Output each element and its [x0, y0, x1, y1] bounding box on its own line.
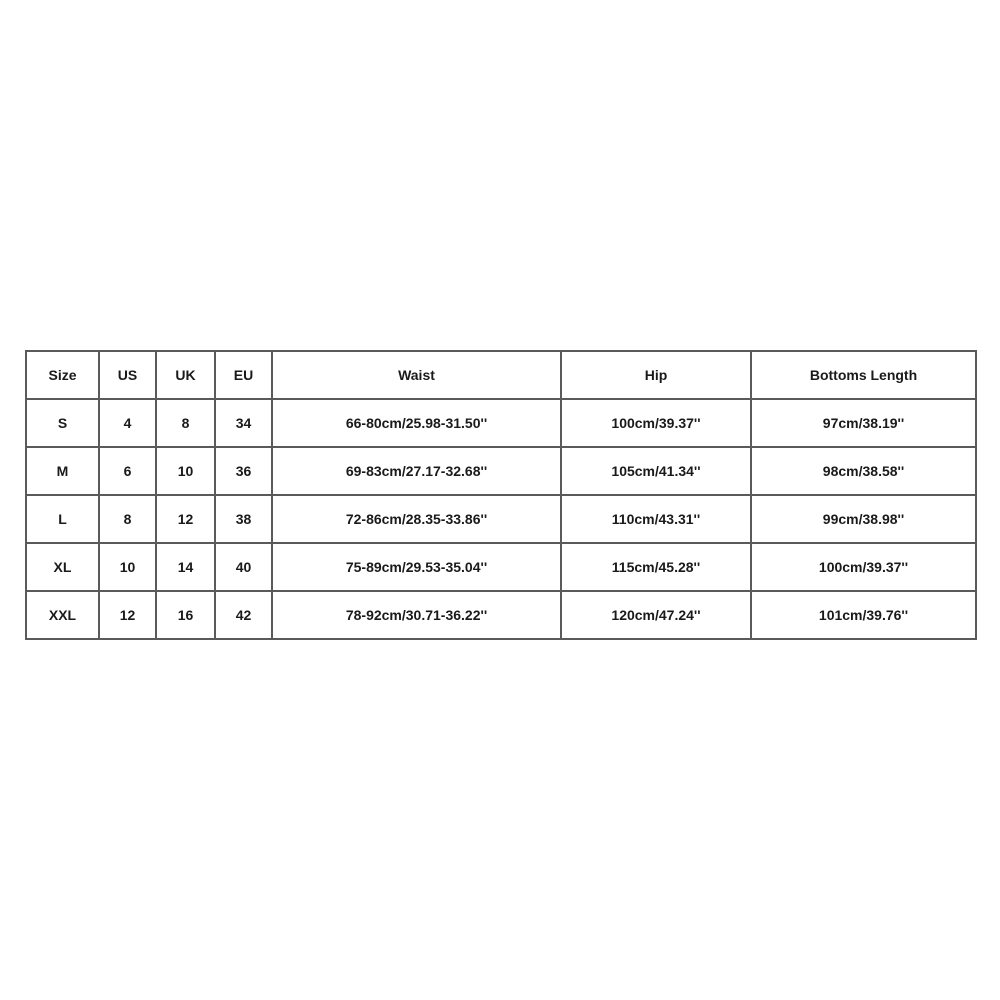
header-us: US — [99, 351, 156, 399]
cell-us: 10 — [99, 543, 156, 591]
cell-eu: 40 — [215, 543, 272, 591]
cell-us: 6 — [99, 447, 156, 495]
cell-eu: 38 — [215, 495, 272, 543]
cell-uk: 16 — [156, 591, 215, 639]
cell-bottoms-length: 98cm/38.58'' — [751, 447, 976, 495]
cell-uk: 8 — [156, 399, 215, 447]
cell-size: S — [26, 399, 99, 447]
cell-bottoms-length: 100cm/39.37'' — [751, 543, 976, 591]
cell-us: 12 — [99, 591, 156, 639]
table-row — [26, 399, 976, 447]
table-row — [26, 495, 976, 543]
cell-waist: 72-86cm/28.35-33.86'' — [272, 495, 561, 543]
header-uk: UK — [156, 351, 215, 399]
cell-eu: 34 — [215, 399, 272, 447]
cell-size: XXL — [26, 591, 99, 639]
header-eu: EU — [215, 351, 272, 399]
cell-hip: 100cm/39.37'' — [561, 399, 751, 447]
cell-size: XL — [26, 543, 99, 591]
cell-uk: 10 — [156, 447, 215, 495]
cell-us: 8 — [99, 495, 156, 543]
cell-size: M — [26, 447, 99, 495]
cell-us: 4 — [99, 399, 156, 447]
cell-hip: 110cm/43.31'' — [561, 495, 751, 543]
header-bottoms-length: Bottoms Length — [751, 351, 976, 399]
cell-waist: 69-83cm/27.17-32.68'' — [272, 447, 561, 495]
cell-waist: 78-92cm/30.71-36.22'' — [272, 591, 561, 639]
cell-uk: 14 — [156, 543, 215, 591]
cell-hip: 115cm/45.28'' — [561, 543, 751, 591]
header-row — [26, 351, 976, 399]
header-size: Size — [26, 351, 99, 399]
cell-hip: 120cm/47.24'' — [561, 591, 751, 639]
cell-waist: 75-89cm/29.53-35.04'' — [272, 543, 561, 591]
header-hip: Hip — [561, 351, 751, 399]
cell-bottoms-length: 101cm/39.76'' — [751, 591, 976, 639]
cell-waist: 66-80cm/25.98-31.50'' — [272, 399, 561, 447]
cell-eu: 42 — [215, 591, 272, 639]
cell-bottoms-length: 97cm/38.19'' — [751, 399, 976, 447]
cell-hip: 105cm/41.34'' — [561, 447, 751, 495]
cell-uk: 12 — [156, 495, 215, 543]
table-row — [26, 591, 976, 639]
table-row — [26, 447, 976, 495]
cell-bottoms-length: 99cm/38.98'' — [751, 495, 976, 543]
table-row — [26, 543, 976, 591]
size-chart-table — [25, 350, 977, 640]
header-waist: Waist — [272, 351, 561, 399]
cell-eu: 36 — [215, 447, 272, 495]
cell-size: L — [26, 495, 99, 543]
